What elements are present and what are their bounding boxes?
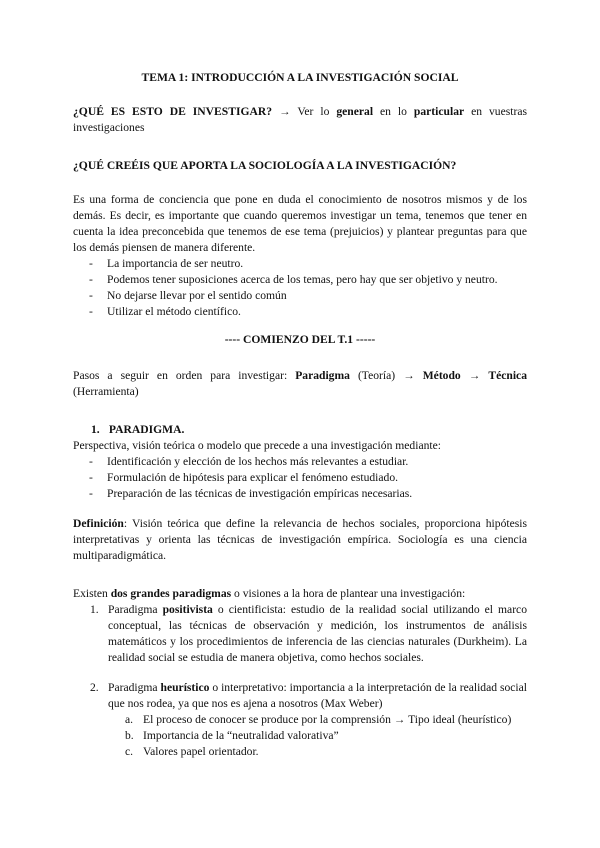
sub-item: [125, 728, 527, 744]
text-run: en vuestras investigaciones: [73, 105, 527, 134]
text-run: o interpretativo: importancia a la interpretación de la realidad social que nos rodea, ya que nos es ajena a nosotros (Max Weber): [108, 681, 527, 710]
text-run: Existen: [73, 587, 111, 600]
bold-term: Método: [422, 369, 461, 382]
item-letter: a.: [125, 713, 134, 726]
bold-term: Técnica: [488, 369, 527, 382]
text-run: Pasos a seguir en orden para investigar:: [73, 369, 296, 382]
section-label: PARADIGMA.: [108, 423, 185, 436]
list-item: - No dejarse llevar por el sentido común: [89, 288, 527, 304]
list-item: - Formulación de hipótesis para explicar el fenómeno estudiado.: [89, 470, 527, 486]
section1-list: [73, 454, 527, 502]
definition-label: Definición: [73, 517, 124, 530]
text-run: Paradigma: [108, 681, 161, 694]
paradigm-item: [73, 602, 527, 666]
text-run: : Visión teórica que define la relevancia de hechos sociales, proporciona hipótesis interpretativas y orienta las técnicas de investigación empírica. Sociología es una ciencia multiparadigmática.: [73, 517, 527, 562]
paradigm2-sublist: [108, 712, 527, 760]
list-item: - La importancia de ser neutro.: [89, 256, 527, 272]
bold-term: heurístico: [160, 681, 210, 694]
section-heading-paradigma: [91, 422, 527, 438]
bold-term: general: [336, 105, 374, 118]
steps-paragraph: [73, 368, 527, 400]
item-number: 1.: [90, 603, 99, 616]
definition-paragraph: [73, 516, 527, 564]
list-item: - Identificación y elección de los hechos más relevantes a estudiar.: [89, 454, 527, 470]
bold-term: positivista: [162, 603, 213, 616]
item-letter: c.: [125, 745, 134, 758]
list-item: - Utilizar el método científico.: [89, 304, 527, 320]
page-title: TEMA 1: INTRODUCCIÓN A LA INVESTIGACIÓN SOCIAL: [141, 71, 459, 84]
intro-paragraph: Es una forma de conciencia que pone en duda el conocimiento de nosotros mismos y de los demás. Es decir, es importante que cuando queremos investigar un tema, tenemos que tener en cuenta la idea preconcebida que tenemos de ese tema (prejuicios) y plantear preguntas para que los demás piensen de manera diferente.: [73, 193, 527, 254]
text-run: o visiones a la hora de plantear una investigación:: [231, 587, 466, 600]
list-item: - Podemos tener suposiciones acerca de los temas, pero hay que ser objetivo y neutro.: [89, 272, 527, 288]
section-number: 1.: [91, 423, 100, 436]
text-run: Valores papel orientador.: [143, 745, 259, 758]
sub-item: [125, 744, 527, 760]
item-letter: b.: [125, 729, 134, 742]
item-number: 2.: [90, 681, 99, 694]
paradigms-list: [73, 602, 527, 760]
question-investigar: [73, 104, 527, 136]
section-separator: ---- COMIENZO DEL T.1 -----: [224, 333, 376, 346]
bold-term: dos grandes paradigmas: [110, 587, 232, 600]
text-run: en lo: [373, 105, 414, 118]
document-page: [73, 70, 527, 760]
sub-item: [125, 712, 527, 728]
text-run: (Herramienta): [73, 385, 139, 398]
list-item: - Preparación de las técnicas de investigación empíricas necesarias.: [89, 486, 527, 502]
text-run: Importancia de la “neutralidad valorativa”: [143, 729, 339, 742]
paradigms-intro: [73, 586, 527, 602]
text-run: → Ver lo: [272, 105, 337, 118]
question-sociologia: ¿QUÉ CREÉIS QUE APORTA LA SOCIOLOGÍA A LA INVESTIGACIÓN?: [73, 159, 457, 172]
text-run: (Teoría) →: [349, 369, 423, 382]
text-run: o cientificista: estudio de la realidad social utilizando el marco conceptual, las técnicas de observación y medición, los instrumentos de análisis matemáticos y los procedimientos de inferencia de las ciencias naturales (Durkheim). La realidad social se estudia de manera objetiva, como hechos sociales.: [108, 603, 527, 664]
text-run: El proceso de conocer se produce por la comprensión → Tipo ideal (heurístico): [143, 713, 512, 726]
question-lead: ¿QUÉ ES ESTO DE INVESTIGAR?: [73, 105, 273, 118]
section1-text: Perspectiva, visión teórica o modelo que precede a una investigación mediante:: [73, 439, 441, 452]
intro-list: [73, 256, 527, 320]
text-run: →: [460, 369, 489, 382]
bold-term: particular: [413, 105, 465, 118]
bold-term: Paradigma: [295, 369, 350, 382]
paradigm-item: [73, 680, 527, 760]
text-run: Paradigma: [108, 603, 163, 616]
